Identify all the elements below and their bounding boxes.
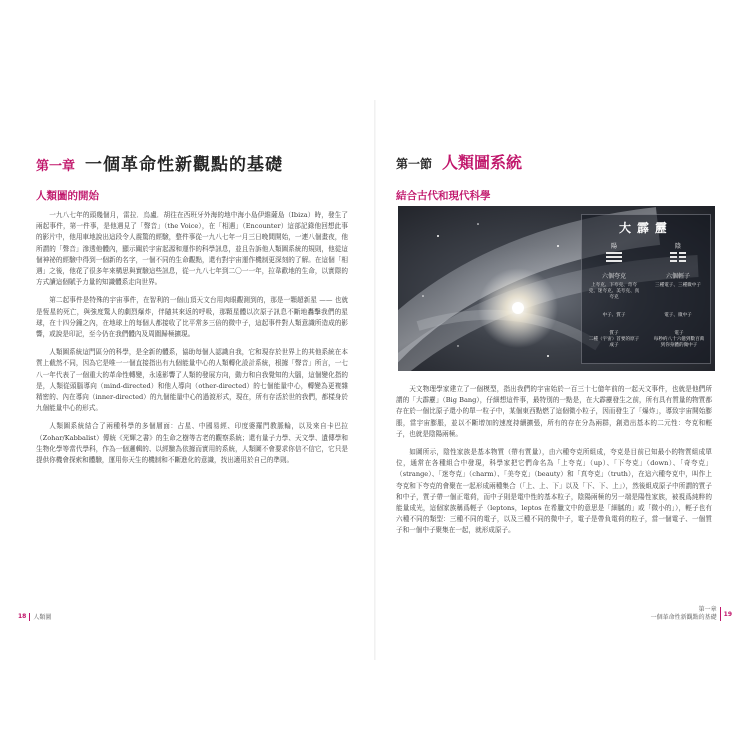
big-bang-figure <box>398 206 715 371</box>
section-title-right: 結合古代和現代科學 <box>396 190 491 202</box>
paragraph: 如圖所示，陰性家族是基本物質（帶有質量），由六種夸克所組成，夸克是目前已知最小的物質組成單位，通常在各種組合中發現，科學家把它們命名為「上夸克」（up）、「下夸克」（down）、「奇夸克」（strange）、「迷夸克」（charm）、「美夸克」（beauty）和「真夸克」（truth），在這六種夸克中，叫作上夸克和下夸克的會聚在一起形成兩種集合（「上、上、下」以及「下、下、上」），然後組成原子中所謂的質子和中子，質子帶一個正電荷，而中子則是電中性的基本粒子，陰陽兩極的另一端是陽性家族，被視爲純粹的能量成光，這個家族稱爲輕子（leptons，leptos 在希臘文中的意思是「細膩的」或「微小的」），輕子也有六種不同的類型：三種不同的電子，以及三種不同的微中子，電子是帶負電荷的粒子，當一個電子、一個質子和一個中子聚集在一起，就形成原子。 <box>396 448 712 535</box>
chapter-title: 一個革命性新觀點的基礎 <box>85 155 284 175</box>
right-body-text <box>396 384 712 544</box>
part-heading <box>396 150 522 173</box>
yin-trigram-icon <box>646 252 710 262</box>
chapter-heading <box>36 150 283 175</box>
leptons-label: 六個輕子 <box>665 273 690 280</box>
left-body-text <box>36 210 348 473</box>
yin-heading: 陰 <box>674 243 681 250</box>
footer-divider <box>720 607 721 621</box>
section-title-left: 人類圖的開始 <box>36 190 99 202</box>
paragraph: 第二起事件是特殊的宇宙事件，在智利的一個山頂天文台用肉眼觀測到的，那是一顆超新星 —— 也就是恆星的死亡，與強度驚人的劇烈爆炸，伴隨其來返的呼吸，那顆星體以次原子訊息不斷地轟擊我們的星球，在十四分鐘之內，在地球上的每個人都接收了比平常多三倍的微中子，這起事件對人類意識所造成的影響，或說是印記，至今仍在我們體內及周圍歸極擴現。 <box>36 296 348 339</box>
page-number-right: 19 <box>723 610 732 618</box>
footer-left <box>18 612 51 621</box>
page-gutter <box>374 100 376 660</box>
footer-right <box>651 606 732 622</box>
paragraph: 一九八七年的頭幾個月，雷拉．烏盧．胡往在西班牙外海的地中海小島伊維薩島（Ibiza）時，發生了兩起事件，第一件事，是他遇見了「聲音」（the Voice），在「相遇」（Encounter）這部記錄他回想此事的影片中，他用車地說出這段令人震驚的經驗，整件事從一九八七年一月三日晚間開始，一連八個畫夜，他所謂的「聲音」滲透他體內，顯示關於宇宙起源和運作的科學訊息，並且告訴他人類圖系統的規則，他從這個神祕的經驗中得到一個新的名字，一個不同的生命觀點，還有對宇宙運作機制更深刻的了解。在這個「相遇」之後，他花了很多年來構思與實驗這些訊息，從一九八七年到二〇一一年，拉韋歡地的生命，以實際的方式讀這個賦予力量的知識體系走向世界。 <box>36 211 348 287</box>
paragraph: 天文物理學家建立了一個模型，指出我們的宇宙始於一百三十七億年前的一起天文事件，也就是他們所謂的「大霹靂」（Big Bang），仔細想這件事，最特別的一點是，在大霹靂發生之前，所有具有質量的物質都存在於一個比原子還小的單一粒子中，某個東西點燃了這個微小粒子，因而發生了「爆炸」，導致宇宙開始膨脹，當宇宙膨脹，並以不斷增加的速度持續擴張，所有的存在分為兩群，創造出基本的二元性：夸克和輕子，也就是陰陽兩極。 <box>396 385 712 438</box>
footer-chapter-number: 第一章 <box>698 606 717 613</box>
chapter-number: 第一章 <box>36 159 76 174</box>
electron-neutrino-label: 電子、微中子 <box>664 313 692 318</box>
paragraph: 人類圖系統這門區分的科學，是全新的體系，協助每個人認識自我，它和現存於世界上的其他系統在本質上截然不同，因為它是唯一一個直接指出有九個能量中心的人類轉化設計系統，根據「聲音」所言，一七八一年代表了一個重大的革命性轉變，永遠影響了人類的發展方向，動力和自我覺知的大腦，這個變化指的是，人類從頭腦導向（mind-directed）和他人導向（other-directed）的七個能量中心，轉變為更複雜精密的、內在導向（inner-directed）的九個能量中心的過渡形式，現在，所有存活於世的我們，都樣身於九個能量中心的形式。 <box>36 348 348 413</box>
paragraph: 人類圖系統結合了兩種科學的多個層面：占星、中國易經、印度婆羅門教脈輪，以及來自卡巴拉（Zohar/Kabbalist）傳統《光輝之書》的生命之樹等古老的觀察系統；還有量子力學、天文學、遺傳學和生物化學等當代學科，作為一個邏輯的、以經驗為依據而實用的系統，人類圖不會要求你信不信它，它只是提供你機會探索和體驗，運用你天生的機制和不斷進化的意識，找出適用於自己的準則。 <box>36 422 348 465</box>
footer-chapter-title: 一個革命性新觀點的基礎 <box>650 614 717 621</box>
footer-book-title: 人類圖 <box>33 614 52 621</box>
part-title: 人類圖系統 <box>442 153 523 172</box>
page-number-left: 18 <box>18 613 27 620</box>
proton-note: 質子 二種（宇宙）首要的原子成子 <box>588 331 640 349</box>
yang-trigram-icon <box>582 252 646 262</box>
lepton-types: 三種電子、三種微中子 <box>655 283 701 288</box>
part-number: 第一節 <box>396 157 433 171</box>
footer-chapter-info <box>651 606 717 622</box>
quarks-label: 六個夸克 <box>601 273 626 280</box>
electron-note: 電子 每秒約八十六億到數百萬到你身體的微中子 <box>653 331 705 349</box>
yang-heading: 陽 <box>610 243 617 250</box>
quark-types: 上夸克、下夸克、奇夸克、迷夸克、美夸克、真夸克 <box>588 283 640 301</box>
figure-title: 大霹靂 <box>618 221 673 235</box>
neutron-proton-label: 中子、質子 <box>602 313 626 318</box>
footer-divider <box>29 613 30 621</box>
figure-legend-panel <box>581 214 711 364</box>
